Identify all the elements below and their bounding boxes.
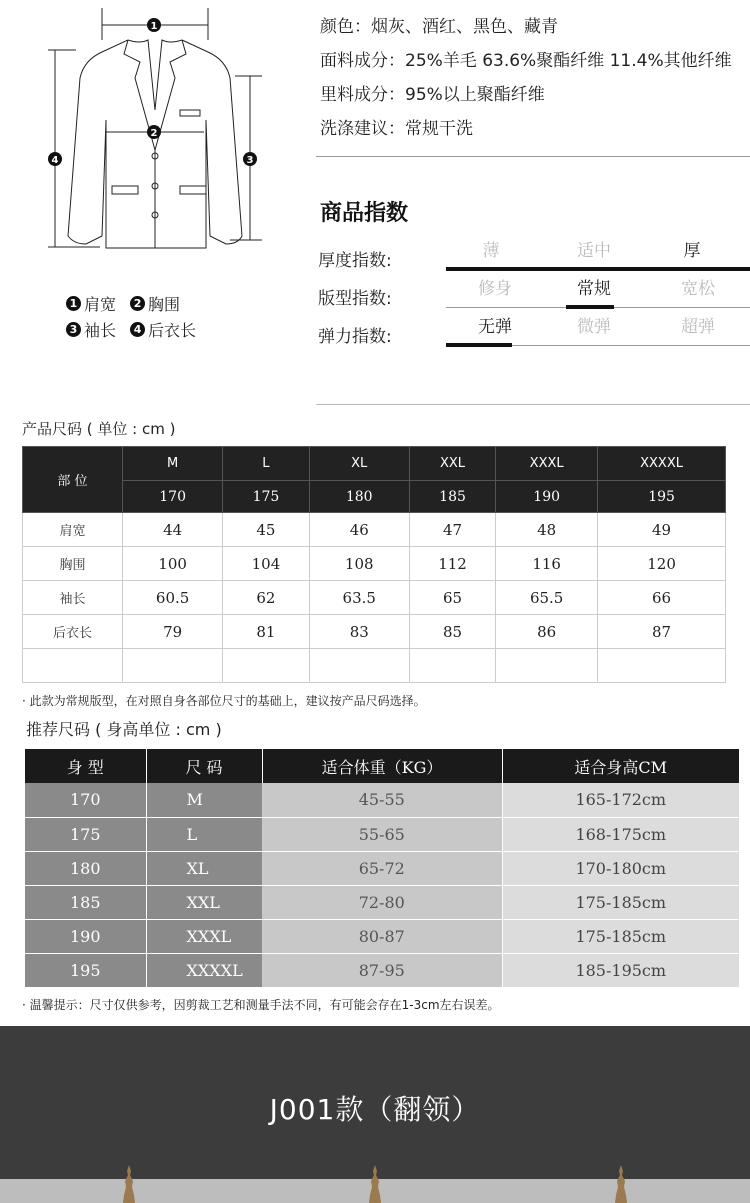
- divider: [316, 156, 750, 157]
- table-cell: XXL: [146, 885, 262, 919]
- table-cell: 195: [25, 953, 146, 987]
- height-header: 175: [223, 481, 309, 513]
- table-cell: 55-65: [262, 817, 502, 851]
- recommend-header: 适合身高CM: [502, 749, 739, 783]
- table-cell: 65-72: [262, 851, 502, 885]
- legend-label: 后衣长: [148, 320, 197, 340]
- index-option: 超弹: [681, 317, 715, 337]
- size-header: M: [123, 447, 223, 481]
- height-header: 170: [123, 481, 223, 513]
- table-row: [25, 953, 739, 987]
- table-cell: 80-87: [262, 919, 502, 953]
- stand-finial-icon: [614, 1165, 628, 1203]
- table-cell: 112: [409, 547, 495, 581]
- table-cell: 47: [409, 513, 495, 547]
- index-option-selected: 无弹: [478, 317, 512, 337]
- stand-finial-icon: [368, 1165, 382, 1203]
- table-cell: [23, 649, 123, 683]
- size-chart-table: [22, 446, 726, 683]
- table-cell: 120: [598, 547, 726, 581]
- table-cell: XXXXL: [146, 953, 262, 987]
- size-header: L: [223, 447, 309, 481]
- table-cell: XXXL: [146, 919, 262, 953]
- index-level-bar: [566, 305, 614, 309]
- table-cell: 72-80: [262, 885, 502, 919]
- svg-text:2: 2: [150, 128, 158, 139]
- table-cell: 60.5: [123, 581, 223, 615]
- index-option-selected: 常规: [577, 279, 611, 299]
- table-cell: 100: [123, 547, 223, 581]
- index-label: 厚度指数:: [318, 251, 392, 271]
- spec-color: 颜色：烟灰、酒红、黑色、藏青: [320, 17, 558, 37]
- svg-text:4: 4: [51, 155, 59, 166]
- recommend-header: 尺 码: [146, 749, 262, 783]
- table-cell: 63.5: [309, 581, 409, 615]
- size-chart-corner: 部 位: [23, 447, 123, 513]
- table-cell: 45: [223, 513, 309, 547]
- table-row: [25, 885, 739, 919]
- table-row: [23, 547, 726, 581]
- table-cell: 185: [25, 885, 146, 919]
- index-level-bar: [446, 267, 750, 271]
- table-cell: [309, 649, 409, 683]
- table-cell: 168-175cm: [502, 817, 739, 851]
- index-option-selected: 厚: [683, 241, 701, 261]
- recommend-note: · 温馨提示：尺寸仅供参考，因剪裁工艺和测量手法不同，有可能会存在1-3cm左右误差。: [22, 998, 500, 1012]
- index-option: 宽松: [681, 279, 715, 299]
- table-cell: 175-185cm: [502, 919, 739, 953]
- recommend-title: 推荐尺码 ( 身高单位 : cm ): [26, 720, 222, 739]
- stand-finial-icon: [122, 1165, 136, 1203]
- table-cell: 79: [123, 615, 223, 649]
- legend-number-badge: 1: [66, 296, 81, 311]
- size-header: XL: [309, 447, 409, 481]
- part-cell: 后衣长: [23, 615, 123, 649]
- height-header: 185: [409, 481, 495, 513]
- table-row-empty: [23, 649, 726, 683]
- table-cell: 62: [223, 581, 309, 615]
- table-cell: 65: [409, 581, 495, 615]
- table-row: [25, 817, 739, 851]
- index-title: 商品指数: [320, 201, 409, 226]
- model-banner: [0, 1026, 750, 1203]
- table-cell: 108: [309, 547, 409, 581]
- index-label: 弹力指数:: [318, 327, 392, 347]
- table-cell: 175-185cm: [502, 885, 739, 919]
- size-chart-title: 产品尺码 ( 单位 : cm ): [22, 420, 176, 438]
- table-cell: 170: [25, 783, 146, 817]
- recommend-table: [25, 749, 739, 988]
- table-cell: [598, 649, 726, 683]
- height-header: 190: [496, 481, 598, 513]
- table-row: [23, 581, 726, 615]
- spec-wash: 洗涤建议：常规干洗: [320, 119, 473, 139]
- legend-item-length: [130, 318, 196, 341]
- legend-label: 肩宽: [84, 294, 117, 314]
- table-row: [23, 615, 726, 649]
- table-cell: 45-55: [262, 783, 502, 817]
- size-header: XXXL: [496, 447, 598, 481]
- table-cell: 87: [598, 615, 726, 649]
- table-cell: 190: [25, 919, 146, 953]
- table-cell: [223, 649, 309, 683]
- size-header: XXL: [409, 447, 495, 481]
- recommend-header: 身 型: [25, 749, 146, 783]
- part-cell: 袖长: [23, 581, 123, 615]
- product-specs: [320, 10, 732, 146]
- divider: [316, 404, 750, 405]
- index-option: 适中: [577, 241, 611, 261]
- table-row: [25, 783, 739, 817]
- legend-number-badge: 2: [130, 296, 145, 311]
- table-cell: 66: [598, 581, 726, 615]
- table-cell: [123, 649, 223, 683]
- index-option: 微弹: [577, 317, 611, 337]
- index-label: 版型指数:: [318, 289, 392, 309]
- legend-item-sleeve: [66, 318, 116, 341]
- jacket-measurement-diagram: [40, 0, 270, 260]
- table-cell: XL: [146, 851, 262, 885]
- table-cell: [496, 649, 598, 683]
- table-cell: 83: [309, 615, 409, 649]
- table-cell: 116: [496, 547, 598, 581]
- height-header: 180: [309, 481, 409, 513]
- index-option: 修身: [478, 279, 512, 299]
- size-chart-note: · 此款为常规版型，在对照自身各部位尺寸的基础上，建议按产品尺码选择。: [22, 694, 426, 708]
- legend-number-badge: 4: [130, 322, 145, 337]
- legend-label: 胸围: [148, 294, 181, 314]
- table-row: [25, 919, 739, 953]
- legend-item-shoulder: [66, 292, 116, 315]
- part-cell: 肩宽: [23, 513, 123, 547]
- table-cell: 185-195cm: [502, 953, 739, 987]
- table-cell: 170-180cm: [502, 851, 739, 885]
- table-cell: 49: [598, 513, 726, 547]
- table-cell: 48: [496, 513, 598, 547]
- table-row: [23, 513, 726, 547]
- legend-number-badge: 3: [66, 322, 81, 337]
- banner-title: J001款（翻领）: [269, 1093, 481, 1126]
- index-row-thickness: [318, 234, 750, 272]
- legend-item-chest: [130, 292, 180, 315]
- part-cell: 胸围: [23, 547, 123, 581]
- table-cell: 175: [25, 817, 146, 851]
- index-level-bar: [446, 343, 512, 347]
- recommend-header: 适合体重（KG）: [262, 749, 502, 783]
- svg-text:1: 1: [150, 21, 158, 32]
- size-header: XXXXL: [598, 447, 726, 481]
- legend-label: 袖长: [84, 320, 117, 340]
- index-option: 薄: [482, 241, 500, 261]
- svg-text:3: 3: [246, 155, 254, 166]
- table-cell: 46: [309, 513, 409, 547]
- table-cell: 65.5: [496, 581, 598, 615]
- spec-fabric: 面料成分：25%羊毛 63.6%聚酯纤维 11.4%其他纤维: [320, 51, 732, 71]
- table-cell: 165-172cm: [502, 783, 739, 817]
- table-cell: M: [146, 783, 262, 817]
- table-cell: 81: [223, 615, 309, 649]
- table-cell: 180: [25, 851, 146, 885]
- index-row-fit: [318, 272, 750, 310]
- table-cell: L: [146, 817, 262, 851]
- table-cell: 86: [496, 615, 598, 649]
- index-row-elasticity: [318, 310, 750, 348]
- table-cell: 104: [223, 547, 309, 581]
- spec-lining: 里料成分：95%以上聚酯纤维: [320, 85, 545, 105]
- table-cell: 44: [123, 513, 223, 547]
- diagram-legend: [66, 290, 196, 342]
- table-row: [25, 851, 739, 885]
- table-cell: 87-95: [262, 953, 502, 987]
- table-cell: [409, 649, 495, 683]
- table-cell: 85: [409, 615, 495, 649]
- height-header: 195: [598, 481, 726, 513]
